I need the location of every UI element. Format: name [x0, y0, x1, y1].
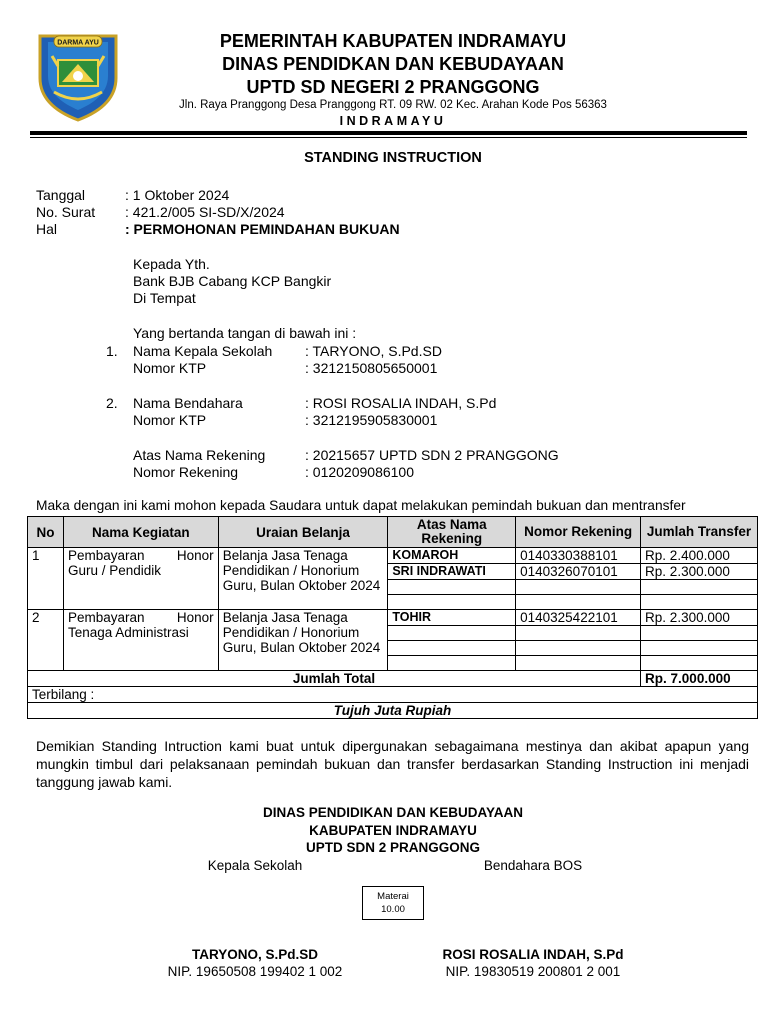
r1-kegiatan: Pembayaran Honor Guru / Pendidik: [63, 548, 218, 610]
bendahara-name: ROSI ROSALIA INDAH, S.Pd: [442, 947, 624, 962]
surat-value: : 421.2/005 SI-SD/X/2024: [125, 204, 285, 220]
col-kegiatan: Nama Kegiatan: [63, 517, 218, 548]
r2-no: 2: [28, 610, 64, 671]
r1a-rek: 0140330388101: [516, 548, 641, 564]
r1-uraian: Belanja Jasa Tenaga Pendidikan / Honorium Guru, Bulan Oktober 2024: [218, 548, 388, 610]
kepala-name: TARYONO, S.Pd.SD: [191, 947, 318, 962]
ktp1-value: : 3212150805650001: [305, 360, 438, 376]
r2a-nama: TOHIR: [388, 610, 516, 626]
total-label: Jumlah Total: [28, 671, 641, 687]
table-header-row: [28, 517, 758, 548]
kepala-nip: NIP. 19650508 199402 1 002: [167, 964, 343, 979]
transfer-table: [27, 516, 758, 719]
footer-line-1: DINAS PENDIDIKAN DAN KEBUDAYAAN: [262, 805, 524, 820]
r1b-jml: Rp. 2.300.000: [641, 564, 758, 580]
document-title: STANDING INSTRUCTION: [304, 150, 482, 166]
footer-line-2: KABUPATEN INDRAMAYU: [309, 823, 477, 838]
kepala-label: Nama Kepala Sekolah: [133, 343, 273, 359]
bendahara-value: : ROSI ROSALIA INDAH, S.Pd: [305, 395, 497, 411]
header-line-2: DINAS PENDIDKAN DAN KEBUDAYAAN: [222, 54, 564, 74]
r1-no: 1: [28, 548, 64, 610]
materai-stamp: [362, 886, 424, 920]
r1b-rek: 0140326070101: [516, 564, 641, 580]
materai-label: Materai: [377, 891, 409, 902]
col-uraian: Uraian Belanja: [218, 517, 388, 548]
r2a-rek: 0140325422101: [516, 610, 641, 626]
tanggal-label: Tanggal: [36, 187, 86, 203]
header-rule-thin: [30, 137, 747, 138]
r2-uraian: Belanja Jasa Tenaga Pendidikan / Honorium Guru, Bulan Oktober 2024: [218, 610, 388, 671]
kepala-role: Kepala Sekolah: [207, 858, 303, 873]
total-row: [28, 671, 758, 687]
nomor-rekening-value: : 0120209086100: [305, 464, 414, 480]
table-row: [28, 548, 758, 564]
header-city: INDRAMAYU: [339, 114, 447, 128]
signers-intro: Yang bertanda tangan di bawah ini :: [133, 325, 357, 341]
r2-kegiatan: Pembayaran Honor Tenaga Administrasi: [63, 610, 218, 671]
terbilang-label: Terbilang :: [28, 687, 758, 703]
atas-nama-value: : 20215657 UPTD SDN 2 PRANGGONG: [305, 447, 559, 463]
header-line-3: UPTD SD NEGERI 2 PRANGGONG: [246, 77, 540, 97]
terbilang-value: Tujuh Juta Rupiah: [28, 703, 758, 719]
r2a-jml: Rp. 2.300.000: [641, 610, 758, 626]
hal-value: : PERMOHONAN PEMINDAHAN BUKUAN: [125, 221, 400, 237]
r1a-jml: Rp. 2.400.000: [641, 548, 758, 564]
recipient-line-1: Kepada Yth.: [133, 256, 210, 272]
closing-paragraph: Demikian Standing Intruction kami buat untuk dipergunakan sebagaimana mestinya dan akibat apapun yang mungkin timbul dari pelaksanaan pemindah bukuan dan transfer berdasarkan Standing Instruction ini menjadi tanggung jawab kami.: [36, 738, 749, 790]
kepala-value: : TARYONO, S.Pd.SD: [305, 343, 442, 359]
header-line-1: PEMERINTAH KABUPATEN INDRAMAYU: [219, 31, 567, 51]
ktp1-label: Nomor KTP: [133, 360, 207, 376]
col-jumlah: Jumlah Transfer: [641, 517, 758, 548]
r1a-nama: KOMAROH: [388, 548, 516, 564]
ktp2-value: : 3212195905830001: [305, 412, 438, 428]
bendahara-role: Bendahara BOS: [483, 858, 583, 873]
footer-line-3: UPTD SDN 2 PRANGGONG: [305, 840, 481, 855]
hal-label: Hal: [36, 221, 58, 237]
ktp2-label: Nomor KTP: [133, 412, 207, 428]
nomor-rekening-label: Nomor Rekening: [133, 464, 239, 480]
signer-1-number: 1.: [106, 343, 118, 359]
header-rule-thick: [30, 131, 747, 135]
recipient-line-2: Bank BJB Cabang KCP Bangkir: [133, 273, 332, 289]
bendahara-label: Nama Bendahara: [133, 395, 243, 411]
regency-logo: [34, 30, 122, 122]
col-no: No: [28, 517, 64, 548]
signer-2-number: 2.: [106, 395, 118, 411]
tanggal-value: : 1 Oktober 2024: [125, 187, 230, 203]
header-address: Jln. Raya Pranggong Desa Pranggong RT. 09 RW. 02 Kec. Arahan Kode Pos 56363: [179, 99, 607, 111]
table-row: [28, 610, 758, 626]
recipient-line-3: Di Tempat: [133, 290, 196, 306]
terbilang-value-row: [28, 703, 758, 719]
request-text: Maka dengan ini kami mohon kepada Saudara untuk dapat melakukan pemindah bukuan dan mentransfer: [36, 498, 686, 513]
col-atas-nama: Atas Nama Rekening: [388, 517, 516, 548]
r1b-nama: SRI INDRAWATI: [388, 564, 516, 580]
total-value: Rp. 7.000.000: [641, 671, 758, 687]
materai-value: 10.00: [381, 904, 405, 915]
terbilang-row: [28, 687, 758, 703]
col-nomor-rekening: Nomor Rekening: [516, 517, 641, 548]
surat-label: No. Surat: [36, 204, 96, 220]
bendahara-nip: NIP. 19830519 200801 2 001: [445, 964, 621, 979]
logo-text: DARMA AYU: [57, 39, 99, 47]
atas-nama-label: Atas Nama Rekening: [133, 447, 266, 463]
